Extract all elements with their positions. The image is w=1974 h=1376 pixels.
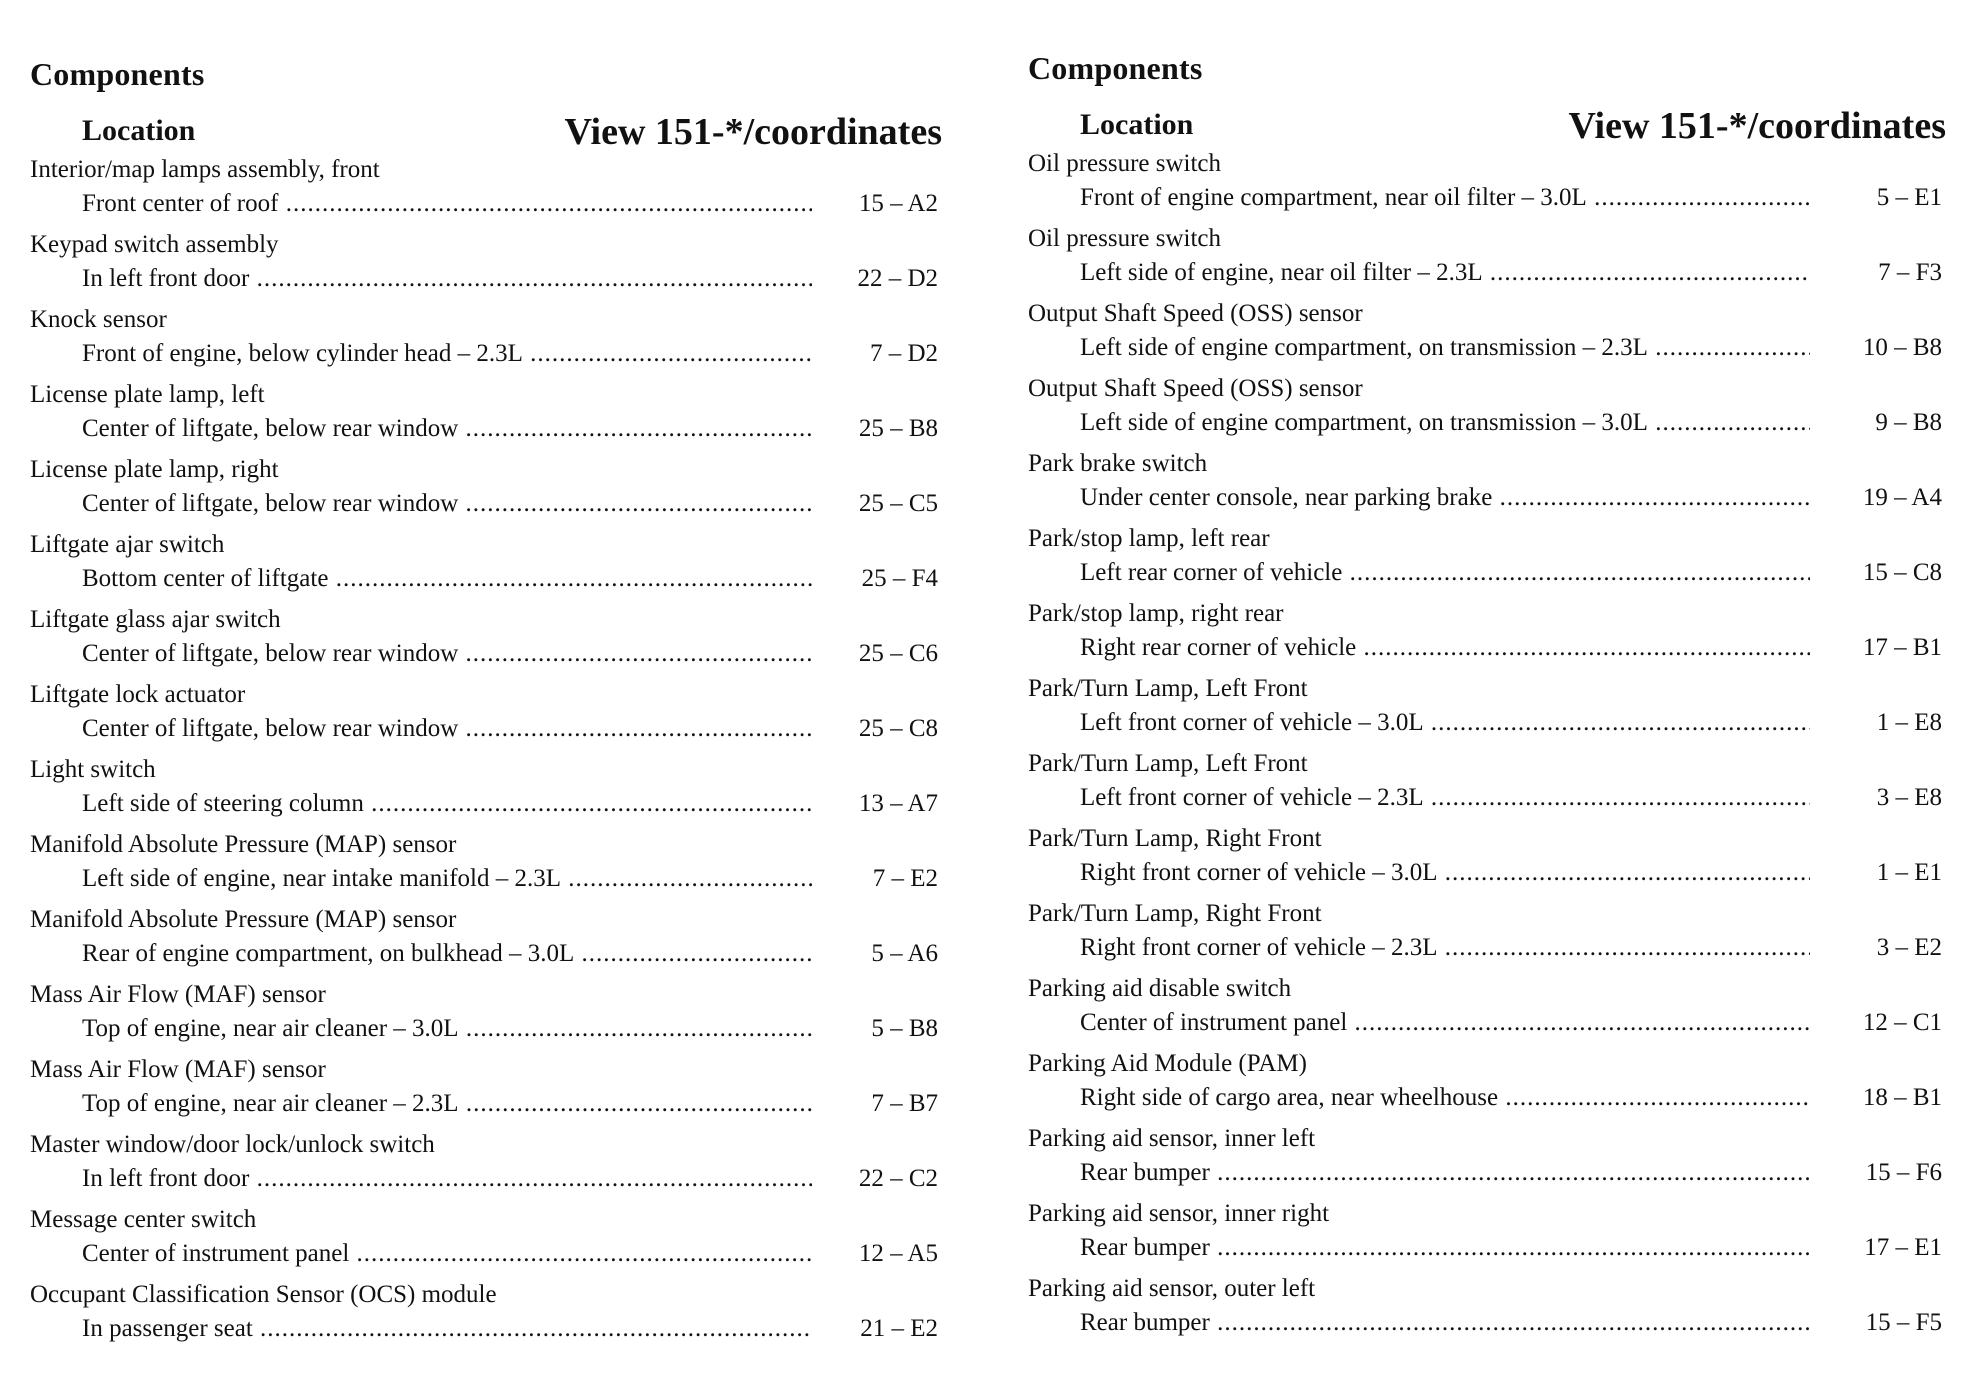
component-location: Front of engine, below cylinder head – 2.3L .....	[82, 340, 812, 367]
component-location-line	[82, 940, 812, 968]
component-entry	[30, 606, 942, 681]
component-name: Parking aid sensor, outer left	[1028, 1275, 1316, 1302]
view-coordinate: 9 – B8	[1875, 409, 1942, 436]
view-coordinate: 1 – E8	[1876, 709, 1942, 736]
view-coordinate: 12 – A5	[858, 1240, 938, 1267]
view-coordinate: 25 – B8	[858, 415, 938, 442]
view-coordinate: 7 – F3	[1878, 259, 1942, 286]
component-name: Parking aid sensor, inner right	[1028, 1200, 1330, 1227]
component-name: Manifold Absolute Pressure (MAP) sensor	[30, 831, 457, 858]
component-entry	[1028, 1200, 1946, 1275]
component-entry	[30, 156, 942, 231]
component-list	[1028, 150, 1946, 1350]
component-name: Output Shaft Speed (OSS) sensor	[1028, 375, 1363, 402]
component-name: Park/Turn Lamp, Left Front	[1028, 750, 1308, 777]
component-location: Top of engine, near air cleaner – 2.3L .....	[82, 1090, 812, 1117]
view-coordinates-header: View 151-*/coordinates	[1568, 105, 1946, 147]
component-location: Rear bumper .....	[1080, 1159, 1810, 1186]
component-location: Center of liftgate, below rear window .....	[82, 640, 812, 667]
view-coordinate: 7 – B7	[871, 1090, 938, 1117]
view-coordinate: 25 – C6	[858, 640, 938, 667]
component-name: Master window/door lock/unlock switch	[30, 1131, 435, 1158]
component-entry	[1028, 375, 1946, 450]
component-entry	[30, 831, 942, 906]
component-entry	[1028, 975, 1946, 1050]
component-name: Park/stop lamp, right rear	[1028, 600, 1284, 627]
view-coordinate: 5 – E1	[1876, 184, 1942, 211]
component-location: Right rear corner of vehicle .....	[1080, 634, 1810, 661]
component-location: Right front corner of vehicle – 3.0L .....	[1080, 859, 1810, 886]
component-location-line	[1080, 334, 1810, 362]
column-header-row	[1028, 104, 1946, 148]
component-name: Light switch	[30, 756, 156, 783]
component-location-line	[82, 865, 812, 893]
component-entry	[1028, 525, 1946, 600]
view-coordinate: 5 – A6	[871, 940, 938, 967]
component-entry	[30, 1281, 942, 1356]
component-location: Left front corner of vehicle – 3.0L .....	[1080, 709, 1810, 736]
component-entry	[1028, 900, 1946, 975]
view-coordinate: 15 – F5	[1865, 1309, 1942, 1336]
component-list	[30, 156, 942, 1356]
view-coordinate: 17 – B1	[1862, 634, 1942, 661]
view-coordinate: 12 – C1	[1862, 1009, 1942, 1036]
column-header-row	[30, 110, 942, 154]
component-location: Front of engine compartment, near oil filter – 3.0L .....	[1080, 184, 1810, 211]
view-coordinate: 15 – F6	[1865, 1159, 1942, 1186]
component-entry	[1028, 825, 1946, 900]
component-name: Park/Turn Lamp, Right Front	[1028, 825, 1322, 852]
component-location-line	[82, 415, 812, 443]
component-location: Center of instrument panel .....	[1080, 1009, 1810, 1036]
component-location-line	[82, 1090, 812, 1118]
component-entry	[1028, 300, 1946, 375]
component-entry	[30, 231, 942, 306]
location-header: Location	[1080, 108, 1194, 141]
component-name: Oil pressure switch	[1028, 150, 1222, 177]
component-entry	[30, 1131, 942, 1206]
component-name: Liftgate lock actuator	[30, 681, 246, 708]
component-location-line	[1080, 1309, 1810, 1337]
component-entry	[30, 381, 942, 456]
component-name: Mass Air Flow (MAF) sensor	[30, 981, 326, 1008]
component-location: Center of liftgate, below rear window .....	[82, 415, 812, 442]
component-entry	[1028, 600, 1946, 675]
view-coordinate: 22 – D2	[857, 265, 938, 292]
component-location-line	[1080, 634, 1810, 662]
component-name: Park/stop lamp, left rear	[1028, 525, 1270, 552]
view-coordinate: 17 – E1	[1864, 1234, 1942, 1261]
component-name: Park/Turn Lamp, Right Front	[1028, 900, 1322, 927]
component-location-line	[1080, 409, 1810, 437]
component-location-line	[1080, 934, 1810, 962]
component-name: Liftgate ajar switch	[30, 531, 225, 558]
component-name: Liftgate glass ajar switch	[30, 606, 281, 633]
view-coordinate: 25 – C8	[858, 715, 938, 742]
component-entry	[1028, 150, 1946, 225]
component-name: Knock sensor	[30, 306, 167, 333]
component-name: Occupant Classification Sensor (OCS) module	[30, 1281, 497, 1308]
component-location-line	[82, 715, 812, 743]
component-location: Left front corner of vehicle – 2.3L .....	[1080, 784, 1810, 811]
view-coordinate: 15 – C8	[1862, 559, 1942, 586]
component-entry	[30, 1056, 942, 1131]
component-entry	[30, 681, 942, 756]
component-name: Keypad switch assembly	[30, 231, 279, 258]
component-name: License plate lamp, right	[30, 456, 279, 483]
component-location-line	[1080, 259, 1810, 287]
component-location-line	[1080, 1009, 1810, 1037]
component-location-line	[1080, 1234, 1810, 1262]
component-location-line	[1080, 559, 1810, 587]
view-coordinate: 22 – C2	[858, 1165, 938, 1192]
component-entry	[30, 531, 942, 606]
component-location: In passenger seat .....	[82, 1315, 812, 1342]
component-entry	[1028, 1050, 1946, 1125]
component-location: Bottom center of liftgate .....	[82, 565, 812, 592]
component-location-line	[1080, 784, 1810, 812]
component-name: Parking aid disable switch	[1028, 975, 1292, 1002]
component-entry	[30, 1206, 942, 1281]
component-location: Left side of steering column .....	[82, 790, 812, 817]
component-entry	[30, 306, 942, 381]
view-coordinate: 5 – B8	[871, 1015, 938, 1042]
component-location: Left rear corner of vehicle .....	[1080, 559, 1810, 586]
component-location: Rear bumper .....	[1080, 1234, 1810, 1261]
component-location-line	[82, 640, 812, 668]
component-name: Output Shaft Speed (OSS) sensor	[1028, 300, 1363, 327]
view-coordinates-header: View 151-*/coordinates	[564, 111, 942, 153]
component-name: Interior/map lamps assembly, front	[30, 156, 380, 183]
component-location: Rear bumper .....	[1080, 1309, 1810, 1336]
component-location: Front center of roof .....	[82, 190, 812, 217]
view-coordinate: 15 – A2	[858, 190, 938, 217]
component-location: Left side of engine, near oil filter – 2.3L .....	[1080, 259, 1810, 286]
component-location-line	[82, 340, 812, 368]
component-entry	[1028, 750, 1946, 825]
component-location: Under center console, near parking brake .....	[1080, 484, 1810, 511]
component-location: Top of engine, near air cleaner – 3.0L .....	[82, 1015, 812, 1042]
component-location-line	[82, 1165, 812, 1193]
component-name: Message center switch	[30, 1206, 257, 1233]
component-entry	[1028, 1275, 1946, 1350]
component-location-line	[82, 265, 812, 293]
view-coordinate: 19 – A4	[1862, 484, 1942, 511]
component-location: In left front door .....	[82, 265, 812, 292]
component-location-line	[82, 490, 812, 518]
component-location: Center of instrument panel .....	[82, 1240, 812, 1267]
component-entry	[1028, 450, 1946, 525]
component-location-line	[82, 190, 812, 218]
component-name: Parking Aid Module (PAM)	[1028, 1050, 1307, 1077]
view-coordinate: 18 – B1	[1862, 1084, 1942, 1111]
component-location: In left front door .....	[82, 1165, 812, 1192]
view-coordinate: 10 – B8	[1862, 334, 1942, 361]
component-location: Right front corner of vehicle – 2.3L .....	[1080, 934, 1810, 961]
component-location: Right side of cargo area, near wheelhouse .....	[1080, 1084, 1810, 1111]
view-coordinate: 3 – E2	[1876, 934, 1942, 961]
component-location-line	[1080, 484, 1810, 512]
view-coordinate: 7 – D2	[869, 340, 938, 367]
component-location: Center of liftgate, below rear window .....	[82, 715, 812, 742]
view-coordinate: 25 – F4	[861, 565, 938, 592]
component-location-line	[82, 790, 812, 818]
view-coordinate: 21 – E2	[860, 1315, 938, 1342]
component-location-line	[1080, 184, 1810, 212]
component-entry	[30, 456, 942, 531]
component-name: Manifold Absolute Pressure (MAP) sensor	[30, 906, 457, 933]
component-name: License plate lamp, left	[30, 381, 265, 408]
view-coordinate: 7 – E2	[872, 865, 938, 892]
view-coordinate: 3 – E8	[1876, 784, 1942, 811]
view-coordinate: 13 – A7	[858, 790, 938, 817]
component-entry	[30, 906, 942, 981]
component-name: Parking aid sensor, inner left	[1028, 1125, 1316, 1152]
component-name: Oil pressure switch	[1028, 225, 1222, 252]
component-location: Center of liftgate, below rear window .....	[82, 490, 812, 517]
component-location-line	[1080, 859, 1810, 887]
component-location-line	[1080, 709, 1810, 737]
component-name: Mass Air Flow (MAF) sensor	[30, 1056, 326, 1083]
component-location-line	[82, 565, 812, 593]
component-name: Park/Turn Lamp, Left Front	[1028, 675, 1308, 702]
section-title: Components	[1028, 50, 1203, 86]
component-entry	[30, 981, 942, 1056]
component-entry	[30, 756, 942, 831]
component-location: Rear of engine compartment, on bulkhead – 3.0L .....	[82, 940, 812, 967]
component-location-line	[1080, 1084, 1810, 1112]
component-entry	[1028, 675, 1946, 750]
section-title: Components	[30, 56, 205, 92]
component-location-line	[82, 1315, 812, 1343]
component-name: Park brake switch	[1028, 450, 1208, 477]
component-location: Left side of engine compartment, on transmission – 2.3L .....	[1080, 334, 1810, 361]
component-entry	[1028, 225, 1946, 300]
component-location-line	[82, 1015, 812, 1043]
view-coordinate: 25 – C5	[858, 490, 938, 517]
component-location: Left side of engine, near intake manifold – 2.3L .....	[82, 865, 812, 892]
component-location-line	[1080, 1159, 1810, 1187]
component-entry	[1028, 1125, 1946, 1200]
view-coordinate: 1 – E1	[1876, 859, 1942, 886]
component-location: Left side of engine compartment, on transmission – 3.0L .....	[1080, 409, 1810, 436]
component-location-line	[82, 1240, 812, 1268]
location-header: Location	[82, 114, 196, 147]
